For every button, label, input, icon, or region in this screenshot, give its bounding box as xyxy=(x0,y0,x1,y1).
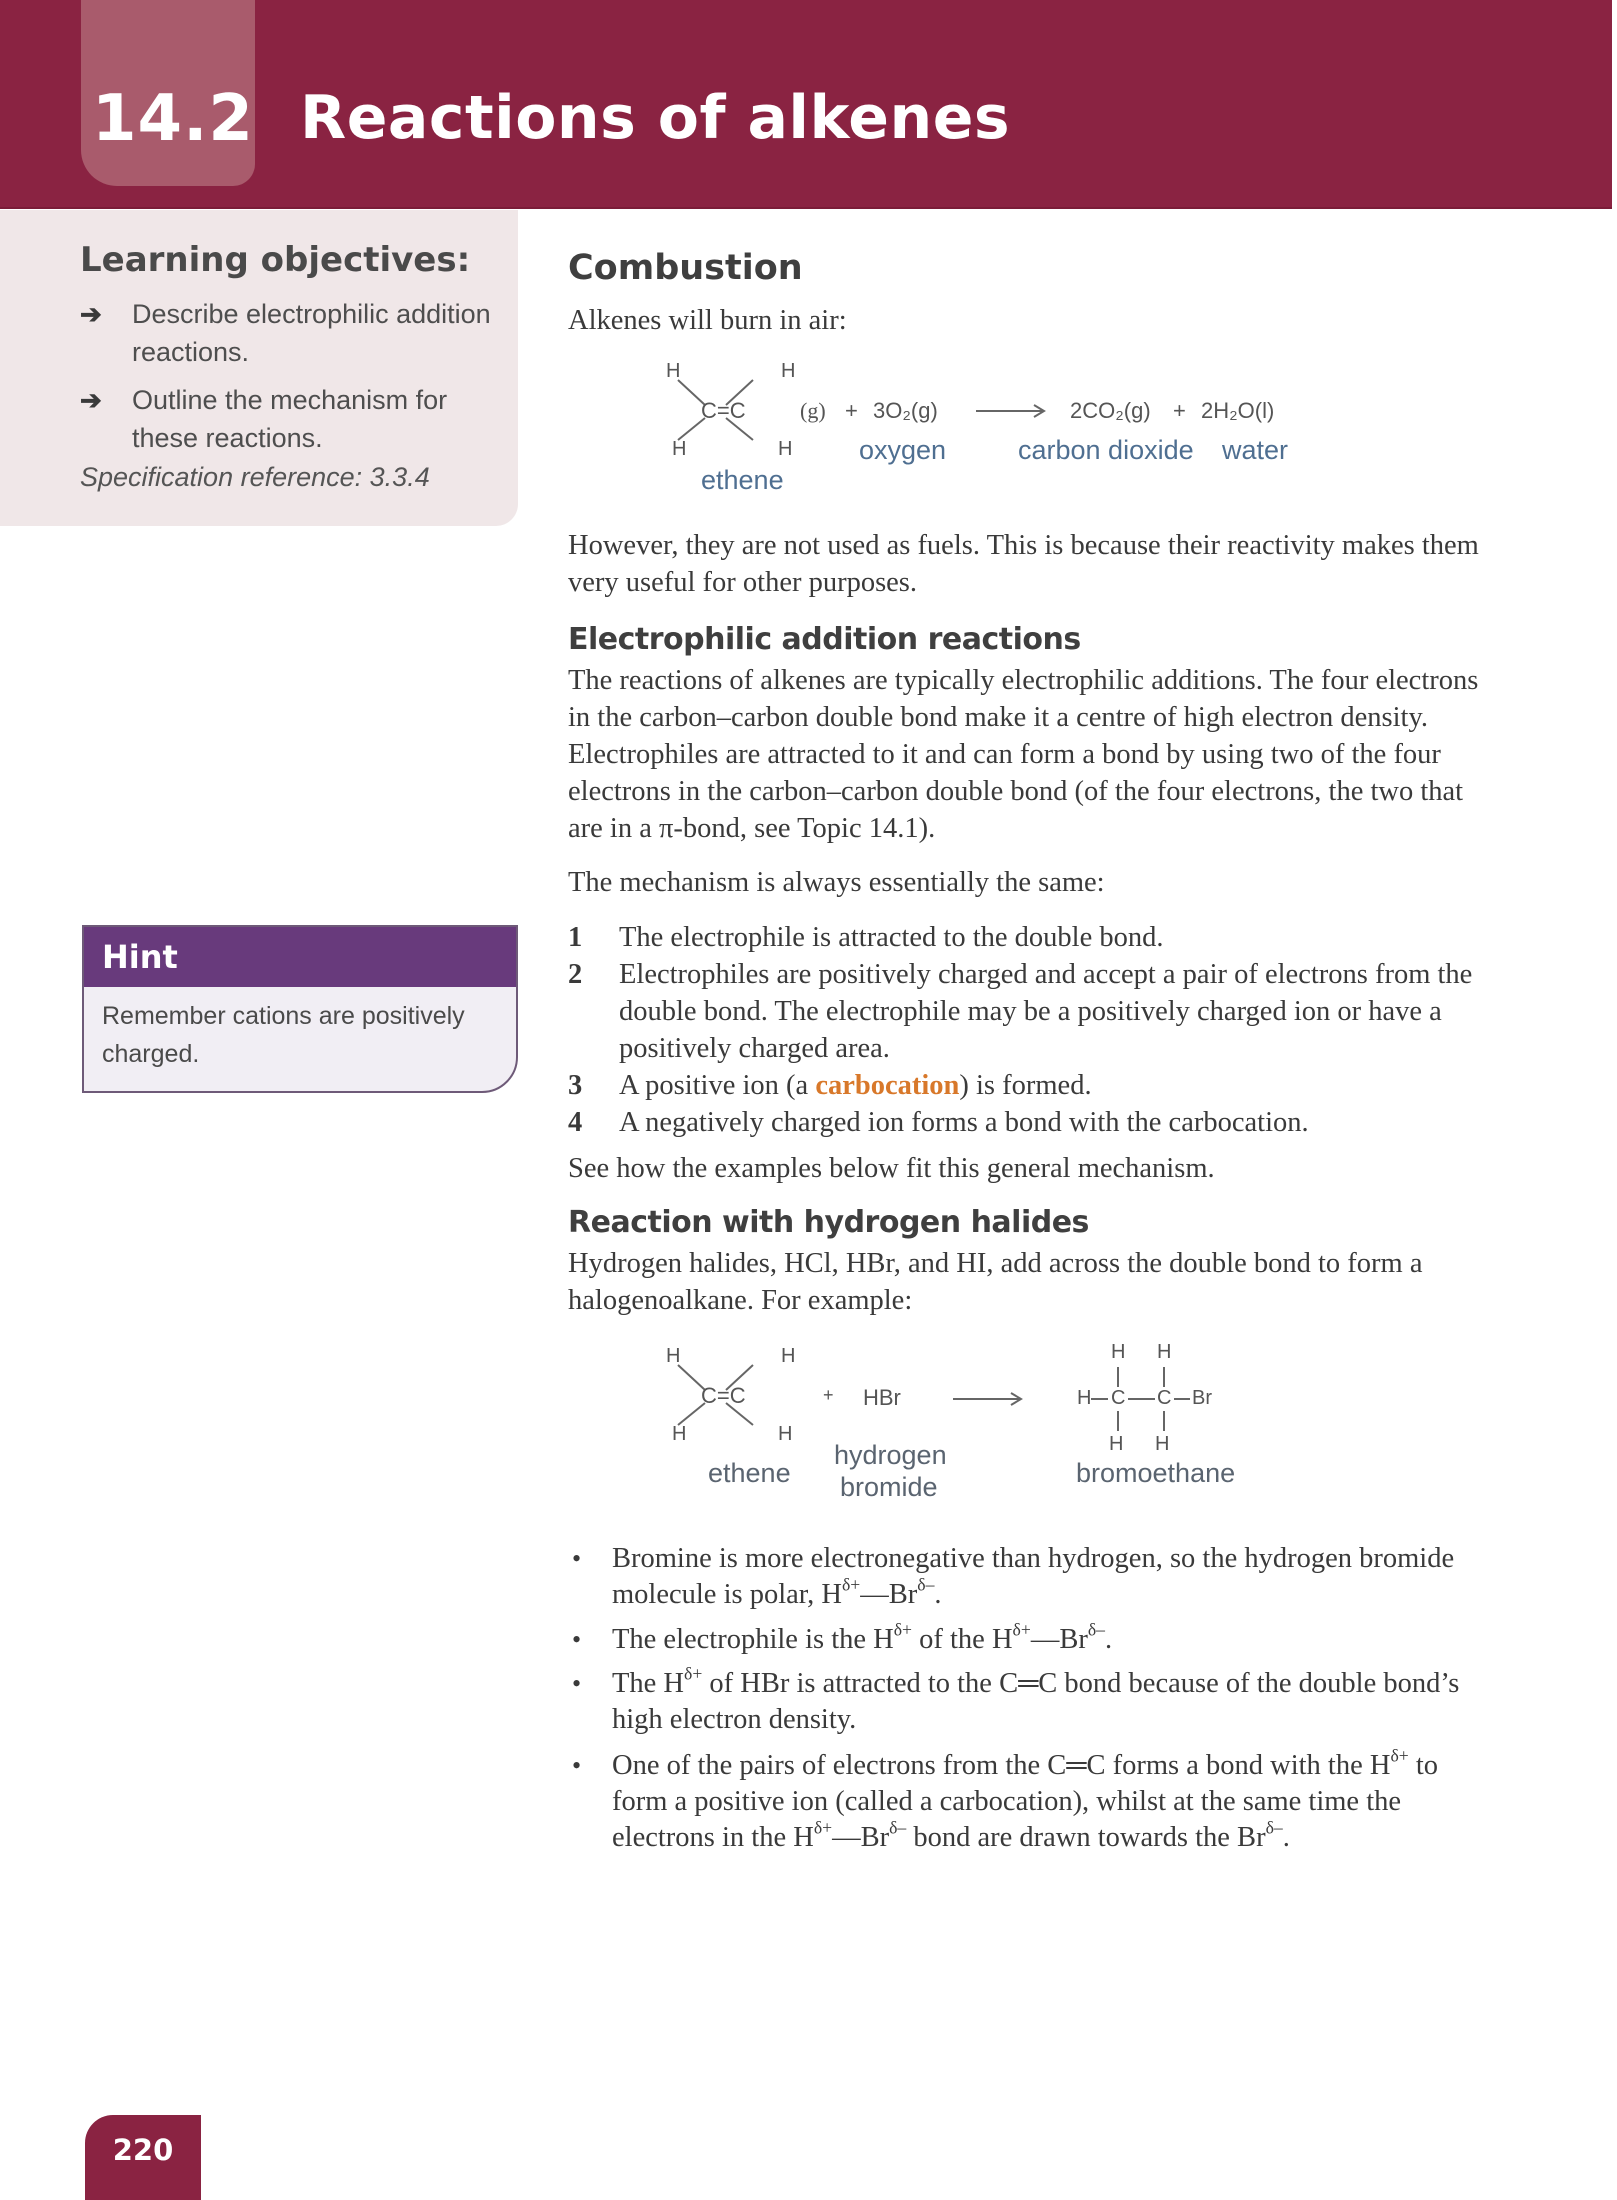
atom-br: Br xyxy=(1192,1387,1212,1409)
bullet-item: • The $H^{\delta+}$ of HBr is attracted to the C═C bond because of the double bond’s high electron density. xyxy=(572,1663,1460,1735)
bullet-icon: • xyxy=(572,1751,582,1780)
atom-h: H xyxy=(1077,1387,1092,1409)
water-label: water xyxy=(1222,435,1289,465)
learning-objectives-box xyxy=(0,210,518,526)
atom-h: H xyxy=(1109,1433,1124,1455)
bromoethane-label: bromoethane xyxy=(1076,1458,1236,1488)
hbr-addition-equation xyxy=(568,1335,1488,1515)
plus-sign: + xyxy=(823,1385,834,1405)
mechanism-step: 2 Electrophiles are positively charged and accept a pair of electrons from the double bond. The electrophile may be a positively charged ion or have a positively charged area. xyxy=(568,959,1473,1064)
hydrogen-halides-heading: Reaction with hydrogen halides xyxy=(568,1205,1089,1240)
c-double-c: C=C xyxy=(701,1383,746,1408)
atom-h: H xyxy=(1111,1341,1126,1363)
atom-h: H xyxy=(1155,1433,1170,1455)
bullet-icon: • xyxy=(572,1544,582,1573)
bullet-icon: • xyxy=(572,1669,582,1698)
combustion-intro: Alkenes will burn in air: xyxy=(568,305,847,336)
plus-sign: + xyxy=(1173,398,1186,423)
chapter-header-banner xyxy=(0,0,1612,209)
hint-box xyxy=(82,925,518,1093)
page-number: 220 xyxy=(85,2115,201,2200)
mechanism-step: 4 A negatively charged ion forms a bond with the carbocation. xyxy=(568,1107,1309,1138)
hbr-formula: HBr xyxy=(863,1385,901,1410)
electrophilic-addition-heading: Electrophilic addition reactions xyxy=(568,622,1081,657)
atom-h: H xyxy=(672,438,687,460)
oxygen-formula: 3O₂(g) xyxy=(873,398,938,423)
ethene-label: ethene xyxy=(708,1458,791,1488)
mechanism-step: 3 A positive ion (a carbocation) is formed. xyxy=(568,1070,1092,1101)
carbon-dioxide-label: carbon dioxide xyxy=(1018,435,1194,465)
mechanism-intro: The mechanism is always essentially the same: xyxy=(568,867,1105,898)
learning-objectives-heading: Learning objectives: xyxy=(80,240,471,280)
ethene-label: ethene xyxy=(701,465,784,495)
atom-h: H xyxy=(666,360,681,382)
objective-item: ➔ Describe electrophilic addition reactions. xyxy=(80,295,500,371)
atom-c: C xyxy=(1157,1387,1172,1409)
hydrogen-bromide-label: bromide xyxy=(840,1472,938,1502)
bullet-item: • The electrophile is the $H^{\delta+}$ of the $H^{\delta+}—Br^{\delta-}$. xyxy=(568,1622,1488,1658)
bullet-item: • One of the pairs of electrons from the C═C forms a bond with the $H^{\delta+}$ to form a positive ion (called a carbocation), whilst at the same time the electrons in the $H^{\delta+}—Br^{\delta-}$ bond are drawn towards the $Br^{\delta-}$. xyxy=(572,1745,1439,1853)
oxygen-label: oxygen xyxy=(859,435,947,465)
mechanism-step: 1 The electrophile is attracted to the double bond. xyxy=(568,922,1164,953)
atom-c: C xyxy=(1111,1387,1126,1409)
section-number: 14.2 xyxy=(92,82,254,156)
hydrogen-halides-paragraph: Hydrogen halides, HCl, HBr, and HI, add across the double bond to form a halogenoalkane. For example: xyxy=(568,1248,1423,1316)
water-formula: 2H₂O(l) xyxy=(1201,398,1275,423)
objective-item: ➔ Outline the mechanism for these reactions. xyxy=(80,381,500,457)
specification-reference: Specification reference: 3.3.4 xyxy=(80,462,430,492)
hint-heading: Hint xyxy=(84,927,516,987)
plus-sign: + xyxy=(845,398,858,423)
combustion-equation xyxy=(568,350,1488,500)
atom-h: H xyxy=(672,1423,687,1445)
atom-h: H xyxy=(778,438,793,460)
mechanism-outro: See how the examples below fit this general mechanism. xyxy=(568,1153,1215,1184)
c-double-c: C=C xyxy=(701,398,746,423)
arrow-right-icon: ➔ xyxy=(80,299,102,329)
hint-text: Remember cations are positively charged. xyxy=(102,1002,465,1068)
atom-h: H xyxy=(1157,1341,1172,1363)
atom-h: H xyxy=(781,360,796,382)
carbocation-keyword: carbocation xyxy=(815,1070,960,1101)
atom-h: H xyxy=(778,1423,793,1445)
bullet-icon: • xyxy=(572,1625,582,1654)
electrophilic-paragraph: The reactions of alkenes are typically electrophilic additions. The four electrons in the carbon–carbon double bond make it a centre of high electron density. Electrophiles are attracted to it and can form a bond by using two of the four electrons in the carbon–carbon double bond (of the four electrons, the two that are in a π-bond, see Topic 14.1). xyxy=(568,665,1479,844)
carbon-dioxide-formula: 2CO₂(g) xyxy=(1070,398,1151,423)
atom-h: H xyxy=(666,1345,681,1367)
hydrogen-bromide-label: hydrogen xyxy=(834,1440,947,1470)
ethene-state: (g) xyxy=(800,398,826,423)
combustion-heading: Combustion xyxy=(568,248,803,288)
combustion-fuels-paragraph: However, they are not used as fuels. This is because their reactivity makes them very useful for other purposes. xyxy=(568,530,1479,598)
atom-h: H xyxy=(781,1345,796,1367)
hbr-equation-bond-lines xyxy=(568,1335,1488,1515)
bullet-item: • Bromine is more electronegative than hydrogen, so the hydrogen bromide molecule is polar, $H^{\delta+}—Br^{\delta-}$. xyxy=(572,1543,1455,1610)
arrow-right-icon: ➔ xyxy=(80,385,102,415)
page-title: Reactions of alkenes xyxy=(300,83,1011,153)
